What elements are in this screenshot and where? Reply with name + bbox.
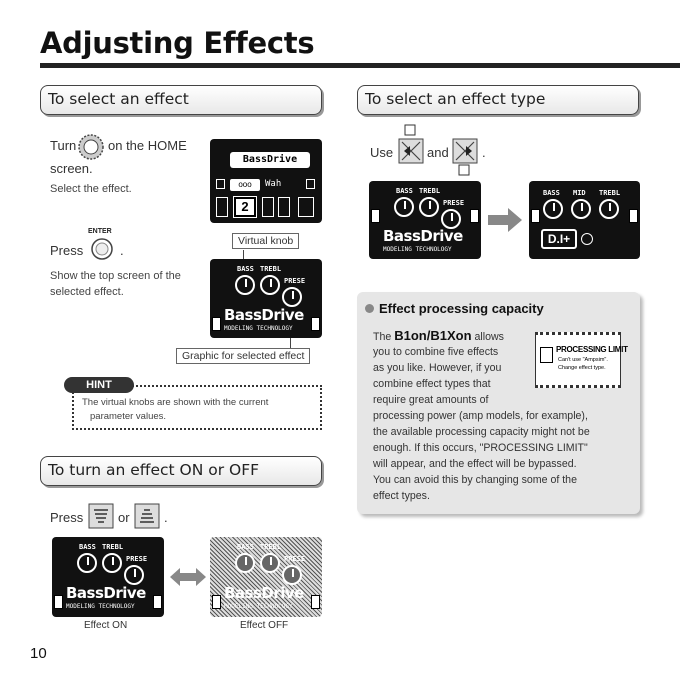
- virtual-knob: [124, 565, 144, 585]
- prev-arrow: [371, 209, 380, 223]
- down-footswitch-icon[interactable]: [88, 503, 114, 529]
- virtual-knob: [260, 275, 280, 295]
- graphic-callout: Graphic for selected effect: [176, 348, 310, 364]
- next-arrow: [153, 595, 162, 609]
- up-footswitch-icon[interactable]: [134, 503, 160, 529]
- effect-type-screen-before: [369, 181, 481, 259]
- slash: /: [426, 328, 431, 343]
- encoder-knob-icon[interactable]: [77, 133, 105, 161]
- slot-4: [278, 197, 290, 217]
- effect-screen: [210, 259, 322, 338]
- knob-label: TREBL: [102, 543, 124, 551]
- effect-logo: D.I+: [541, 229, 577, 249]
- limit-title: PROCESSING LIMIT: [556, 345, 628, 354]
- virtual-knob: [394, 197, 414, 217]
- slot-1: [216, 197, 228, 217]
- chain-icon: ooo: [230, 179, 260, 191]
- period: .: [482, 145, 486, 160]
- capacity-line: will appear, and the effect will be bypassed.: [373, 458, 577, 470]
- prev-arrow: [212, 595, 221, 609]
- effect-off-screen: [210, 537, 322, 617]
- effect-on-screen: [52, 537, 164, 617]
- virtual-knob-callout: Virtual knob: [232, 233, 299, 249]
- capacity-line: enough. If this occurs, "PROCESSING LIMIT": [373, 442, 588, 454]
- section-select-effect: To select an effect: [40, 85, 322, 115]
- effect-off-label: Effect OFF: [240, 620, 289, 631]
- press-text: Press: [50, 243, 84, 258]
- virtual-knob: [571, 199, 591, 219]
- virtual-knob: [235, 553, 255, 573]
- model-text: MODELING TECHNOLOGY: [383, 246, 452, 253]
- virtual-knob: [282, 287, 302, 307]
- virtual-knob: [260, 553, 280, 573]
- model-text: MODELING TECHNOLOGY: [224, 325, 293, 332]
- turn-text: Turn: [50, 138, 77, 153]
- prev-arrow: [54, 595, 63, 609]
- capacity-line: the available processing capacity might not be: [373, 426, 590, 438]
- effect-type-screen-after: [529, 181, 640, 259]
- text-span: The: [373, 331, 392, 343]
- next-arrow: [311, 317, 320, 331]
- effect-name-box: BassDrive: [230, 152, 310, 168]
- page-title: Adjusting Effects: [40, 26, 315, 60]
- prev-arrow: [212, 317, 221, 331]
- or-text: or: [118, 510, 130, 525]
- capacity-line: require great amounts of: [373, 394, 489, 406]
- knob-label: TREBL: [260, 265, 282, 273]
- show-desc-2: selected effect.: [50, 286, 124, 298]
- show-desc-1: Show the top screen of the: [50, 270, 181, 282]
- virtual-knob: [77, 553, 97, 573]
- capacity-line: You can avoid this by changing some of the: [373, 474, 577, 486]
- section-effect-onoff: To turn an effect ON or OFF: [40, 456, 322, 486]
- power-icon: [581, 233, 593, 245]
- screen-icon: [216, 179, 225, 189]
- knob-label: BASS: [396, 187, 413, 195]
- virtual-knob: [441, 209, 461, 229]
- effect-logo: BassDrive: [224, 306, 304, 324]
- knob-label: MID: [573, 189, 586, 197]
- home-screen-display: [210, 139, 322, 223]
- slot-5: [298, 197, 314, 217]
- enter-button-icon[interactable]: [90, 237, 114, 261]
- slot-3: [262, 197, 274, 217]
- model-name: B1on: [394, 328, 427, 343]
- virtual-knob: [419, 197, 439, 217]
- toggle-arrow-icon: [168, 566, 208, 588]
- press-text: Press: [50, 510, 84, 525]
- knob-label: PRESE: [443, 199, 465, 207]
- right-arrow-icon: [486, 207, 524, 233]
- knob-label: TREBL: [419, 187, 441, 195]
- limit-sub: Change effect type.: [558, 365, 606, 371]
- knob-label: TREBL: [599, 189, 621, 197]
- screen-icon: [306, 179, 315, 189]
- next-arrow: [470, 209, 479, 223]
- callout-line: [290, 338, 291, 348]
- hint-tag: HINT: [64, 377, 134, 393]
- capacity-line: you to combine five effects: [373, 346, 499, 358]
- virtual-knob: [599, 199, 619, 219]
- screen-text: screen.: [50, 161, 93, 176]
- virtual-knob: [282, 565, 302, 585]
- left-footswitch-icon[interactable]: [398, 138, 424, 164]
- processing-limit-screen: [535, 332, 628, 388]
- capacity-line: combine effect types that: [373, 378, 491, 390]
- period: .: [120, 243, 124, 258]
- patch-name: Wah: [265, 179, 282, 189]
- knob-label: PRESE: [284, 277, 306, 285]
- virtual-knob: [102, 553, 122, 573]
- knob-label: BASS: [79, 543, 96, 551]
- limit-sub: Can't use "Ampsim".: [558, 357, 608, 363]
- model-name: B1Xon: [430, 328, 472, 343]
- knob-label: BASS: [543, 189, 560, 197]
- text-span: allows: [474, 331, 504, 343]
- enter-label: ENTER: [88, 228, 112, 235]
- prev-arrow: [531, 209, 540, 223]
- bullet-icon: [365, 304, 374, 313]
- right-footswitch-icon[interactable]: [452, 138, 478, 164]
- use-text: Use: [370, 145, 394, 160]
- capacity-panel: [357, 292, 640, 514]
- select-desc: Select the effect.: [50, 183, 132, 195]
- capacity-line: processing power (amp models, for example),: [373, 410, 588, 422]
- knob-label: PRESE: [284, 555, 306, 563]
- virtual-knob: [543, 199, 563, 219]
- knob-label: BASS: [237, 543, 254, 551]
- page-number: 10: [30, 645, 47, 662]
- virtual-knob: [235, 275, 255, 295]
- effect-logo: BassDrive: [383, 227, 463, 245]
- capacity-line: as you like. However, if you: [373, 362, 502, 374]
- effect-logo: BassDrive: [224, 584, 304, 602]
- turn-suffix-text: on the HOME: [108, 138, 187, 153]
- knob-label: PRESE: [126, 555, 148, 563]
- knob-label: BASS: [237, 265, 254, 273]
- capacity-line: effect types.: [373, 490, 430, 502]
- title-underline: [40, 63, 680, 68]
- hint-text-1: The virtual knobs are shown with the current: [82, 397, 269, 408]
- small-screen-icon: [404, 124, 416, 136]
- model-text: MODELING TECHNOLOGY: [224, 603, 293, 610]
- section-effect-type: To select an effect type: [357, 85, 639, 115]
- effect-on-label: Effect ON: [84, 620, 128, 631]
- hint-text-2: parameter values.: [90, 411, 167, 422]
- selected-slot: 2: [234, 197, 256, 217]
- capacity-line-1: [373, 328, 504, 345]
- small-screen-icon: [458, 164, 470, 176]
- next-arrow: [629, 209, 638, 223]
- effect-logo: BassDrive: [66, 584, 146, 602]
- warning-icon: [540, 347, 553, 363]
- knob-label: TREBL: [260, 543, 282, 551]
- capacity-title: Effect processing capacity: [379, 301, 544, 316]
- model-text: MODELING TECHNOLOGY: [66, 603, 135, 610]
- next-arrow: [311, 595, 320, 609]
- period: .: [164, 510, 168, 525]
- and-text: and: [427, 145, 449, 160]
